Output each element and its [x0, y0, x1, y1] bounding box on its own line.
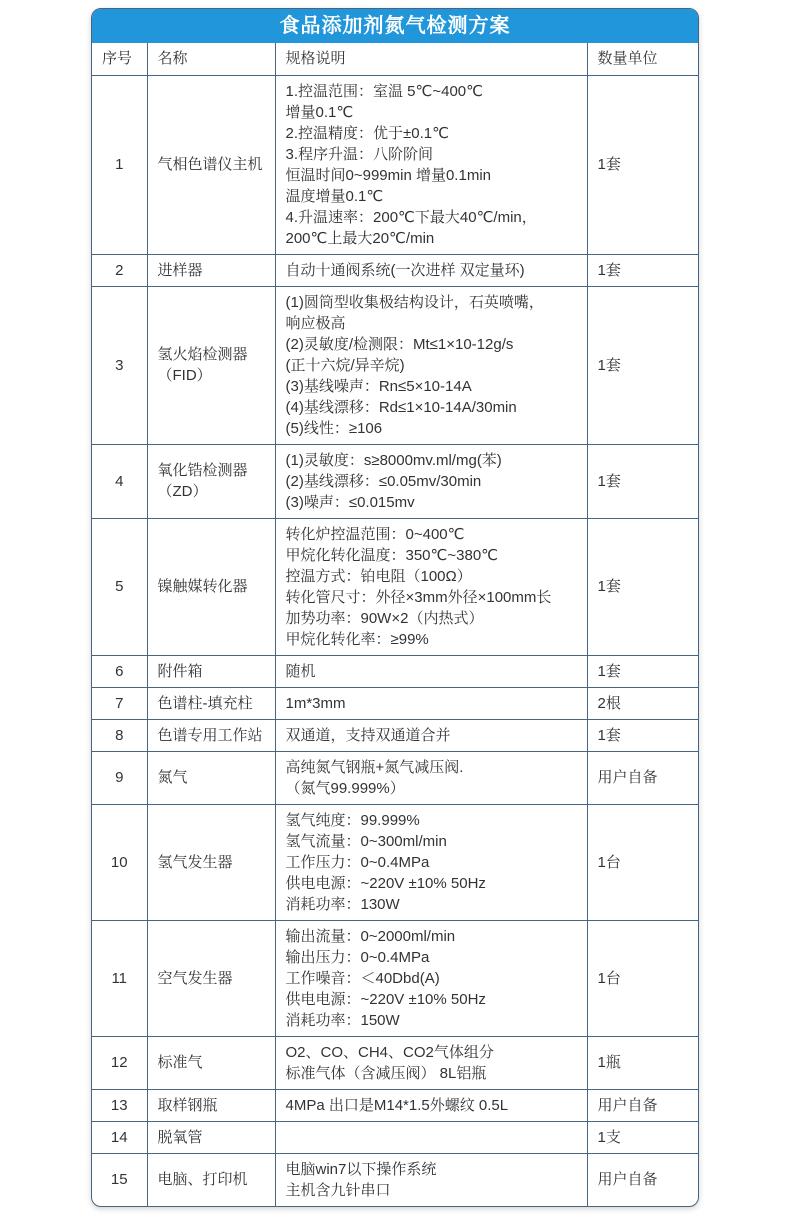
- cell-name: 进样器: [147, 254, 275, 286]
- spec-line: 2.控温精度：优于±0.1℃: [285, 124, 449, 142]
- spec-line: 200℃上最大20℃/min: [285, 229, 435, 247]
- cell-name: 镍触媒转化器: [147, 518, 275, 655]
- cell-name: 色谱专用工作站: [147, 719, 275, 751]
- cell-name: 电脑、打印机: [147, 1153, 275, 1206]
- table-row: [92, 751, 698, 804]
- spec-line: 工作噪音：＜40Dbd(A): [285, 969, 440, 987]
- spec-line: 4MPa 出口是M14*1.5外螺纹 0.5L: [285, 1096, 509, 1114]
- cell-spec: [275, 1121, 587, 1153]
- cell-no: 10: [92, 804, 147, 920]
- spec-line: 输出压力：0~0.4MPa: [285, 948, 430, 966]
- cell-spec: [275, 1036, 587, 1089]
- spec-line: 双通道，支持双通道合并: [285, 726, 451, 744]
- spec-line: (3)基线噪声：Rn≤5×10-14A: [285, 377, 472, 395]
- cell-qty: 1台: [587, 804, 698, 920]
- spec-line: (1)圆筒型收集极结构设计，石英喷嘴，: [285, 293, 544, 311]
- cell-no: 3: [92, 286, 147, 444]
- cell-no: 7: [92, 687, 147, 719]
- spec-line: 氢气纯度：99.999%: [285, 811, 420, 829]
- table-row: [92, 1121, 698, 1153]
- cell-spec: [275, 1089, 587, 1121]
- cell-qty: 1套: [587, 655, 698, 687]
- column-header-qty: 数量单位: [587, 43, 698, 75]
- spec-line: 1m*3mm: [285, 694, 346, 712]
- spec-line: 高纯氮气钢瓶+氮气减压阀.: [285, 758, 464, 776]
- cell-no: 12: [92, 1036, 147, 1089]
- spec-line: O2、CO、CH4、CO2气体组分: [285, 1043, 494, 1061]
- spec-line: 恒温时间0~999min 增量0.1min: [285, 166, 491, 184]
- cell-spec: [275, 719, 587, 751]
- cell-name: 氮气: [147, 751, 275, 804]
- spec-line: 转化炉控温范围：0~400℃: [285, 525, 465, 543]
- spec-line: 输出流量：0~2000ml/min: [285, 927, 456, 945]
- cell-no: 13: [92, 1089, 147, 1121]
- cell-name: 取样钢瓶: [147, 1089, 275, 1121]
- spec-line: 甲烷化转化温度：350℃~380℃: [285, 546, 499, 564]
- cell-no: 11: [92, 920, 147, 1036]
- cell-qty: 1台: [587, 920, 698, 1036]
- cell-qty: 1套: [587, 75, 698, 254]
- spec-line: 3.程序升温：八阶阶间: [285, 145, 434, 163]
- cell-qty: 1支: [587, 1121, 698, 1153]
- table-row: [92, 75, 698, 254]
- cell-qty: 1套: [587, 254, 698, 286]
- cell-name: 氢火焰检测器（FID）: [147, 286, 275, 444]
- cell-name: 脱氧管: [147, 1121, 275, 1153]
- spec-line: 转化管尺寸：外径×3mm外径×100mm长: [285, 588, 552, 606]
- spec-line: (2)灵敏度/检测限：Mt≤1×10-12g/s: [285, 335, 514, 353]
- spec-line: 供电电源：~220V ±10% 50Hz: [285, 990, 486, 1008]
- spec-line: 温度增量0.1℃: [285, 187, 384, 205]
- table-row: [92, 804, 698, 920]
- table-row: [92, 1089, 698, 1121]
- spec-line: (1)灵敏度：s≥8000mv.ml/mg(苯): [285, 451, 502, 469]
- cell-spec: [275, 254, 587, 286]
- spec-line: 4.升温速率：200℃下最大40℃/min，: [285, 208, 537, 226]
- spec-line: (正十六烷/异辛烷): [285, 356, 405, 374]
- table-row: [92, 719, 698, 751]
- cell-qty: 1瓶: [587, 1036, 698, 1089]
- cell-name: 氧化锆检测器（ZD）: [147, 444, 275, 518]
- spec-line: (2)基线漂移：≤0.05mv/30min: [285, 472, 482, 490]
- spec-line: 标准气体（含减压阀） 8L铝瓶: [285, 1064, 487, 1082]
- cell-name: 空气发生器: [147, 920, 275, 1036]
- cell-qty: 1套: [587, 518, 698, 655]
- spec-line: 自动十通阀系统(一次进样 双定量环): [285, 261, 525, 279]
- spec-line: 氢气流量：0~300ml/min: [285, 832, 447, 850]
- cell-spec: [275, 687, 587, 719]
- page-title: 食品添加剂氮气检测方案: [279, 15, 511, 37]
- column-header-spec: 规格说明: [275, 43, 587, 75]
- cell-name: 附件箱: [147, 655, 275, 687]
- spec-line: 随机: [285, 662, 316, 680]
- spec-line: (3)噪声：≤0.015mv: [285, 493, 415, 511]
- cell-qty: 用户自备: [587, 1089, 698, 1121]
- spec-line: 控温方式：铂电阻（100Ω）: [285, 567, 472, 585]
- cell-no: 2: [92, 254, 147, 286]
- cell-no: 15: [92, 1153, 147, 1206]
- cell-no: 4: [92, 444, 147, 518]
- spec-line: 加势功率：90W×2（内热式）: [285, 609, 484, 627]
- spec-line: （氮气99.999%）: [285, 779, 405, 797]
- table-row: [92, 920, 698, 1036]
- cell-name: 氢气发生器: [147, 804, 275, 920]
- spec-line: 甲烷化转化率：≥99%: [285, 630, 429, 648]
- cell-spec: [275, 1153, 587, 1206]
- table-row: [92, 655, 698, 687]
- spec-line: 增量0.1℃: [285, 103, 354, 121]
- cell-spec: [275, 655, 587, 687]
- table-row: [92, 1153, 698, 1206]
- column-header-no: 序号: [92, 43, 147, 75]
- cell-no: 8: [92, 719, 147, 751]
- cell-qty: 用户自备: [587, 751, 698, 804]
- cell-spec: [275, 518, 587, 655]
- cell-spec: [275, 286, 587, 444]
- cell-spec: [275, 804, 587, 920]
- spec-line: 电脑win7以下操作系统: [285, 1160, 437, 1178]
- cell-no: 6: [92, 655, 147, 687]
- cell-qty: 用户自备: [587, 1153, 698, 1206]
- table-row: [92, 444, 698, 518]
- cell-qty: 1套: [587, 719, 698, 751]
- cell-qty: 1套: [587, 444, 698, 518]
- spec-line: (4)基线漂移：Rd≤1×10-14A/30min: [285, 398, 517, 416]
- spec-line: 消耗功率：150W: [285, 1011, 400, 1029]
- cell-spec: [275, 75, 587, 254]
- spec-table-card: [91, 8, 699, 1207]
- spec-table: [92, 43, 698, 1206]
- spec-line: 供电电源：~220V ±10% 50Hz: [285, 874, 486, 892]
- table-row: [92, 518, 698, 655]
- cell-spec: [275, 920, 587, 1036]
- cell-spec: [275, 444, 587, 518]
- spec-line: 主机含九针串口: [285, 1181, 391, 1199]
- spec-line: 响应极高: [285, 314, 346, 332]
- cell-no: 9: [92, 751, 147, 804]
- table-body: [92, 75, 698, 1206]
- cell-qty: 2根: [587, 687, 698, 719]
- cell-no: 5: [92, 518, 147, 655]
- table-row: [92, 286, 698, 444]
- cell-name: 色谱柱-填充柱: [147, 687, 275, 719]
- cell-spec: [275, 751, 587, 804]
- spec-line: 1.控温范围：室温 5℃~400℃: [285, 82, 483, 100]
- table-row: [92, 1036, 698, 1089]
- cell-name: 标准气: [147, 1036, 275, 1089]
- table-row: [92, 687, 698, 719]
- cell-name: 气相色谱仪主机: [147, 75, 275, 254]
- table-row: [92, 254, 698, 286]
- cell-no: 1: [92, 75, 147, 254]
- spec-line: (5)线性：≥106: [285, 419, 383, 437]
- cell-qty: 1套: [587, 286, 698, 444]
- header-row: [92, 43, 698, 75]
- column-header-name: 名称: [147, 43, 275, 75]
- cell-no: 14: [92, 1121, 147, 1153]
- spec-line: 消耗功率：130W: [285, 895, 400, 913]
- table-title-bar: [92, 9, 698, 43]
- spec-line: 工作压力：0~0.4MPa: [285, 853, 430, 871]
